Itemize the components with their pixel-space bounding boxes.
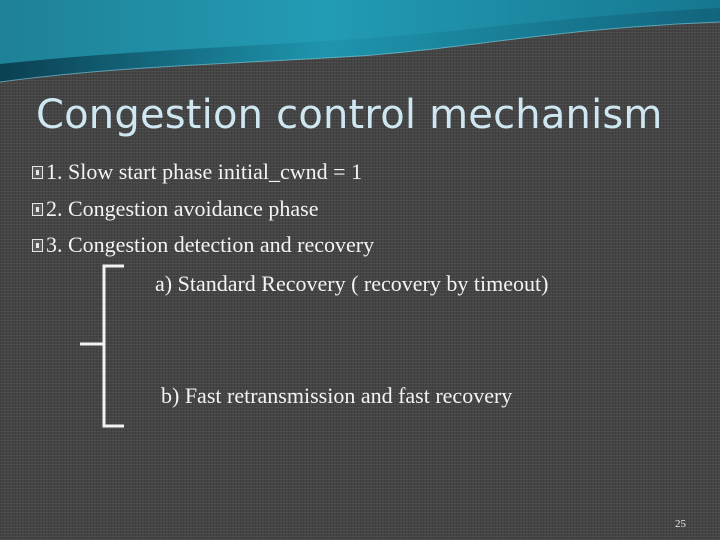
sub-item-standard-recovery: a) Standard Recovery ( recovery by timeout) bbox=[155, 271, 549, 296]
square-bullet-icon bbox=[32, 239, 43, 252]
list-item-label: 2. Congestion avoidance phase bbox=[46, 196, 319, 221]
square-bullet-icon bbox=[32, 203, 43, 216]
list-item-label: 3. Congestion detection and recovery bbox=[46, 232, 375, 257]
sub-item-fast-recovery: b) Fast retransmission and fast recovery bbox=[161, 383, 513, 408]
list-item bbox=[32, 159, 362, 185]
left-brace-icon bbox=[74, 262, 134, 432]
square-bullet-icon bbox=[32, 166, 43, 179]
slide-title: Congestion control mechanism bbox=[36, 92, 663, 138]
page-number: 25 bbox=[675, 518, 686, 530]
list-item bbox=[32, 232, 374, 258]
list-item-label: 1. Slow start phase initial_cwnd = 1 bbox=[46, 159, 363, 184]
header-wave-decoration bbox=[0, 0, 720, 90]
list-item bbox=[32, 196, 319, 222]
